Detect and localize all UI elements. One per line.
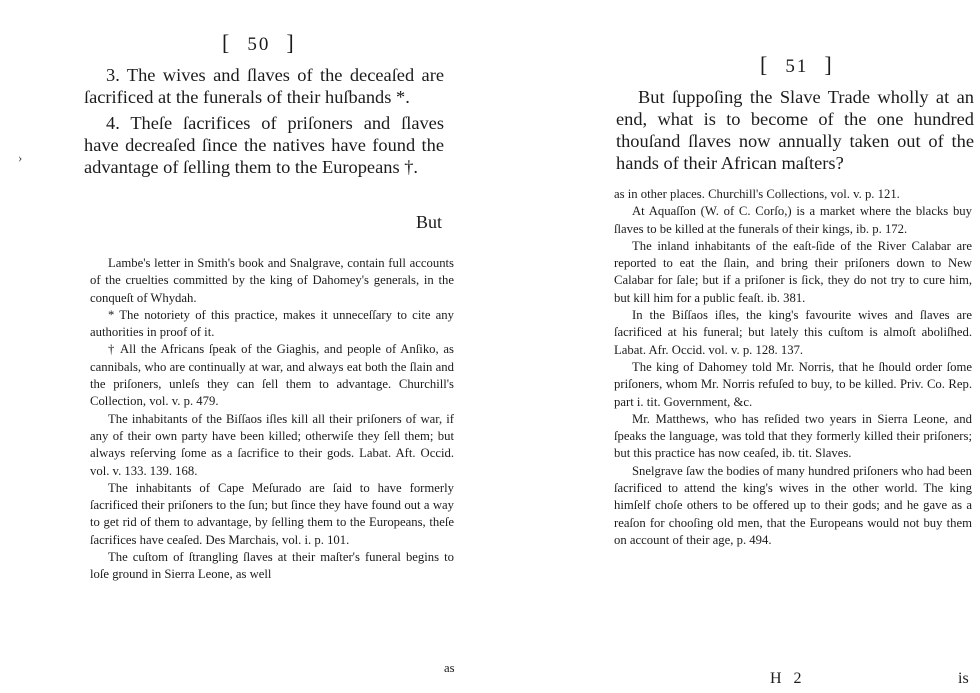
right-note-calabar: The inland inhabitants of the eaſt-ſide of the River Calabar are reported to eat the ſlain, and bring their priſoners down to New Calabar for ſale; but if a priſoner is ſick, they do not try to cure him, but kill him for a public feaſt. ib. 381. [614,238,972,305]
right-signature-mark: H 2 [770,670,806,687]
right-catchword: is [958,670,969,687]
left-page-number-value: 50 [247,34,271,55]
right-page-number [760,52,834,78]
left-note-sierra-leone: The cuſtom of ſtrangling ſlaves at their maſter's funeral begins to loſe ground in Sierra Leone, as well [90,550,454,582]
left-note-bissaos: The inhabitants of the Biſſaos iſles kill all their priſoners of war, if any of their own party have been killed; otherwiſe they ſell them; but always reſerving ſome as a ſacrifice to their gods. Labat. Aft. Occid. vol. v. 133. 139. 168. [90,411,454,478]
right-note-dahomey: The king of Dahomey told Mr. Norris, that he ſhould order ſome priſoners, whom Mr. Norris refuſed to buy, to be killed. Priv. Co. Rep. part i. tit. Government, &c. [614,359,972,409]
right-page-number-value: 51 [785,56,809,77]
left-note-star: * The notoriety of this practice, makes it unneceſſary to cite any authorities in proof of it. [90,307,454,340]
left-main-text [84,64,444,178]
left-footnotes [90,255,454,584]
right-page [490,0,980,693]
right-note-continuation: as in other places. Churchill's Collections, vol. v. p. 121. [614,187,900,201]
left-main-catchword: But [416,212,443,232]
right-note-aquasson: At Aquaſſon (W. of C. Corſo,) is a market where the blacks buy ſlaves to be killed at the funerals of their kings, ib. p. 172. [614,204,972,236]
right-main-paragraph: But ſuppoſing the Slave Trade wholly at an end, what is to become of the one hundred thouſand ſlaves now annually taken out of the hands of their African maſters? [616,87,974,173]
left-gutter-mark: › [18,150,23,165]
right-footnotes [614,186,972,549]
left-notes-catchword: as [444,661,455,675]
right-bracket-close: ] [824,52,834,77]
right-main-text [616,86,974,174]
left-main-paragraph-4: 4. Theſe ſacrifices of priſoners and ſlaves have decreaſed ſince the natives have found the advantage of ſelling them to the Europeans †. [84,113,444,177]
left-bracket-open: [ [222,30,232,55]
left-page-number [222,30,296,56]
right-note-bissaos: In the Biſſaos iſles, the king's favourite wives and ſlaves are ſacrificed at his funeral; but lately this cuſtom is almoſt aboliſhed. Labat. Afr. Occid. vol. v. p. 128. 137. [614,308,972,357]
left-bracket-close: ] [286,30,296,55]
left-note-dagger: † All the Africans ſpeak of the Giaghis, and people of Anſiko, as cannibals, who are continually at war, and always eat both the ſlain and the priſoners, unleſs they can ſell them to advantage. Churchill's Collection, vol. v. p. 479. [90,342,454,409]
right-note-matthews: Mr. Matthews, who has reſided two years in Sierra Leone, and ſpeaks the language, was told that they formerly killed their priſoners; but this practice has now ceaſed, ib. tit. Slaves. [614,411,972,461]
right-bracket-open: [ [760,52,770,77]
left-main-paragraph-3: 3. The wives and ſlaves of the deceaſed are ſacrificed at the funerals of their huſbands *. [84,65,444,107]
left-note-mesurado: The inhabitants of Cape Meſurado are ſaid to have formerly ſacrificed their priſoners to the ſun; but ſince they have found out a way to get rid of them to advantage, by ſelling them to the Europeans, theſe ſacrifices have ceaſed. Des Marchais, vol. i. p. 101. [90,480,454,547]
right-note-snelgrave: Snelgrave ſaw the bodies of many hundred priſoners who had been ſacrificed to attend the king's wives in the other world. The king himſelf choſe others to be offered up to their gods; and he gave as a reaſon for chooſing old men, that the Europeans would not buy them on account of their age, p. 494. [614,463,972,547]
left-note-lambe: Lambe's letter in Smith's book and Snalgrave, contain full accounts of the cruelties committed by the king of Dahomey's generals, in the conqueſt of Whydah. [90,256,454,305]
